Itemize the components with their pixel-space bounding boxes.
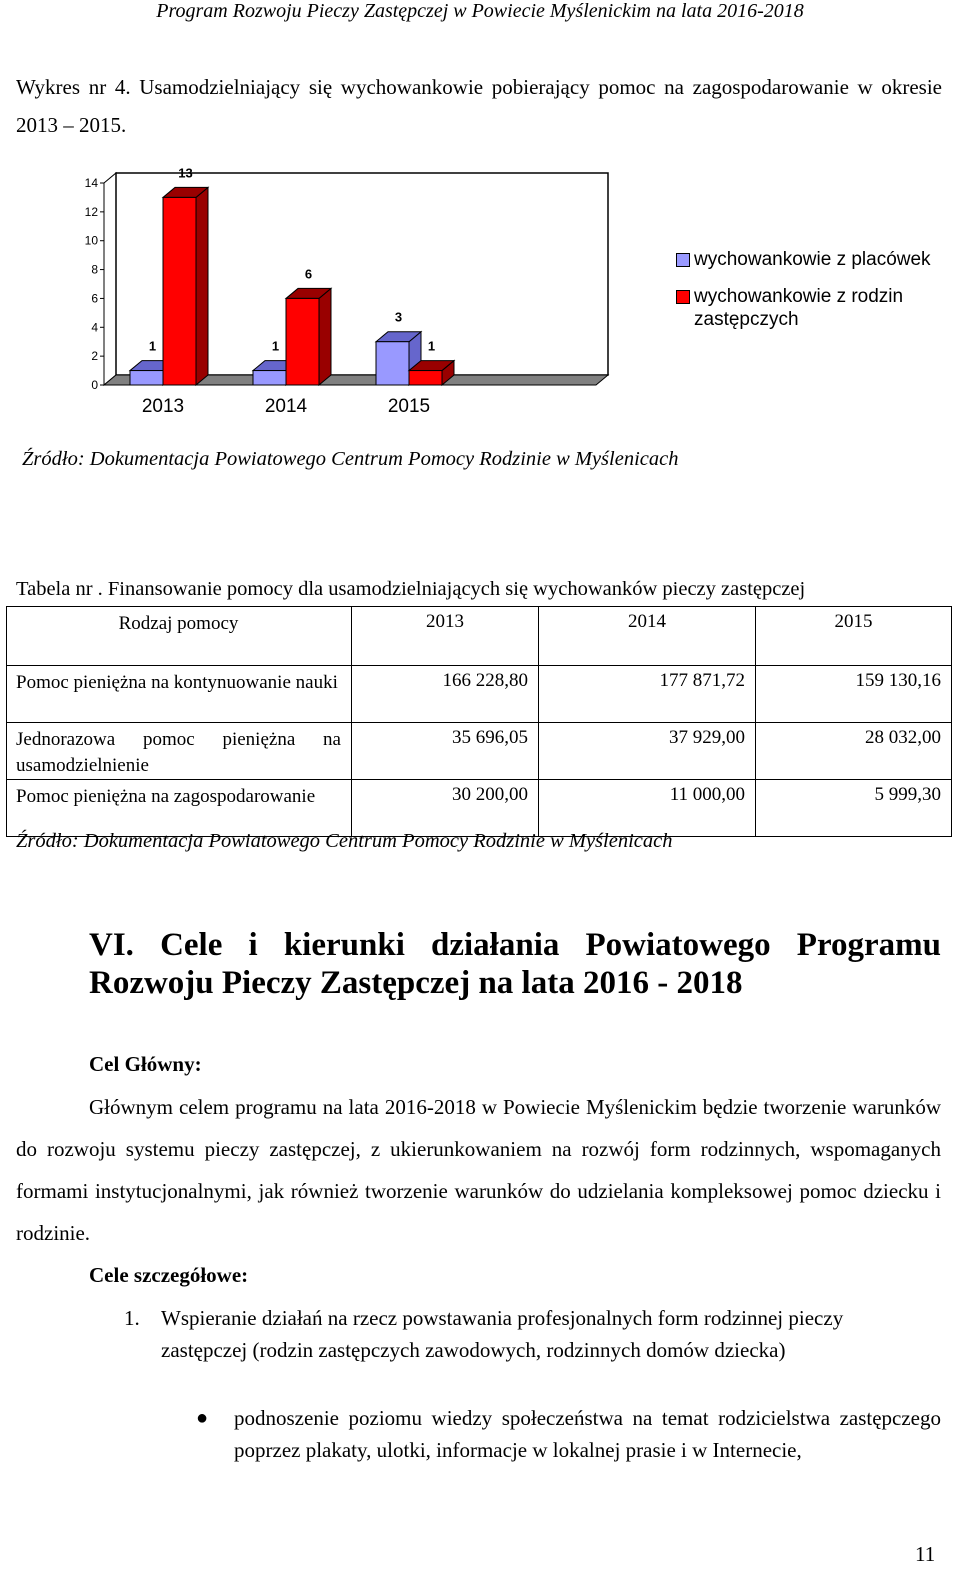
cell-2013: 35 696,05 xyxy=(352,723,539,780)
y-tick-label: 6 xyxy=(91,291,98,306)
y-tick-label: 8 xyxy=(91,262,98,277)
y-tick-label: 4 xyxy=(91,320,98,335)
data-label: 3 xyxy=(394,309,403,325)
legend-item-rodziny xyxy=(676,285,954,331)
bar-placowki-2014 xyxy=(253,371,286,385)
section-title-line2: Rozwoju Pieczy Zastępczej na lata 2016 - 2018 xyxy=(89,965,743,1001)
table-row xyxy=(7,723,952,780)
bar-rodziny-2013 xyxy=(163,197,196,385)
main-goal-heading: Cel Główny: xyxy=(89,1052,202,1076)
y-tick-label: 10 xyxy=(84,233,98,248)
financing-table xyxy=(6,606,952,837)
x-tick-label: 2013 xyxy=(141,396,185,417)
legend-label-rodziny: wychowankowie z rodzin zastępczych xyxy=(694,286,904,330)
row-label: Pomoc pieniężna na zagospodarowanie xyxy=(7,780,352,837)
row-label: Jednorazowa pomoc pieniężna na usamodzielnienie xyxy=(7,723,352,780)
section-title-line1: VI. Cele i kierunki działania Powiatowego Programu xyxy=(89,927,941,963)
data-label: 6 xyxy=(304,266,313,282)
header-cell-2014: 2014 xyxy=(539,607,756,666)
x-tick-label: 2014 xyxy=(264,396,308,417)
legend-swatch-rodziny xyxy=(676,290,690,304)
y-tick-label: 12 xyxy=(84,204,98,219)
data-label: 1 xyxy=(427,338,436,354)
header-cell-2013: 2013 xyxy=(352,607,539,666)
bar-placowki-2015 xyxy=(376,342,409,385)
y-tick-label: 0 xyxy=(91,378,98,392)
bullet-item xyxy=(196,1402,941,1466)
cell-2014: 177 871,72 xyxy=(539,666,756,723)
cell-2015: 159 130,16 xyxy=(756,666,952,723)
y-tick-label: 2 xyxy=(91,349,98,364)
main-goal-text: Głównym celem programu na lata 2016-2018 w Powiecie Myślenickim będzie tworzenie warunków do rozwoju systemu pieczy zastępczej, z ukierunkowaniem na rozwój form rodzinnych, wspomaganych formami instytucjonalnymi, jak również tworzenie warunków do udzielania kompleksowej pomoc dziecku i rodzinie. xyxy=(16,1095,941,1245)
table-title: Tabela nr . Finansowanie pomocy dla usamodzielniających się wychowanków pieczy zastępczej xyxy=(16,578,806,600)
bullet-icon: ● xyxy=(196,1407,209,1429)
cell-2014: 11 000,00 xyxy=(539,780,756,837)
bar-rodziny-2015 xyxy=(409,371,442,385)
bar-rodziny-2014 xyxy=(286,298,319,385)
legend-label-placowki: wychowankowie z placówek xyxy=(694,249,931,270)
data-label: 1 xyxy=(148,338,157,354)
chart-caption: Wykres nr 4. Usamodzielniający się wychowankowie pobierający pomoc na zagospodarowanie w okresie 2013 – 2015. xyxy=(16,75,942,137)
bar-placowki-2013 xyxy=(130,371,163,385)
header-cell-type: Rodzaj pomocy xyxy=(7,607,352,666)
header-cell-2015: 2015 xyxy=(756,607,952,666)
chart-legend xyxy=(676,248,954,345)
bar-rodziny-2014-side xyxy=(319,288,331,385)
row-label: Pomoc pieniężna na kontynuowanie nauki xyxy=(7,666,352,723)
chart-side-wall xyxy=(104,173,116,385)
table-header-row xyxy=(7,607,952,666)
section-title xyxy=(89,926,941,1002)
x-tick-label: 2015 xyxy=(387,396,431,417)
bullet-text: podnoszenie poziomu wiedzy społeczeństwa na temat rodzicielstwa zastępczego poprzez plakaty, ulotki, informacje w lokalnej prasie i w Internecie, xyxy=(234,1406,941,1462)
cell-2013: 166 228,80 xyxy=(352,666,539,723)
detailed-goals-heading: Cele szczegółowe: xyxy=(89,1263,249,1287)
page-header: Program Rozwoju Pieczy Zastępczej w Powiecie Myślenickim na lata 2016-2018 xyxy=(156,0,804,22)
page-number: 11 xyxy=(915,1542,936,1566)
list-item xyxy=(124,1302,894,1366)
data-label: 1 xyxy=(271,338,280,354)
legend-item-placowki xyxy=(676,248,954,271)
list-item-text: Wspieranie działań na rzecz powstawania profesjonalnych form rodzinnej pieczy zastępczej (rodzin zastępczych zawodowych, rodzinnych domów dziecka) xyxy=(161,1306,844,1362)
table-row xyxy=(7,780,952,837)
y-tick-label: 14 xyxy=(84,176,98,190)
table-source: Źródło: Dokumentacja Powiatowego Centrum Pomocy Rodzinie w Myślenicach xyxy=(16,830,673,852)
cell-2013: 30 200,00 xyxy=(352,780,539,837)
data-label: 13 xyxy=(178,165,193,181)
list-item-number: 1. xyxy=(124,1306,140,1330)
legend-swatch-placowki xyxy=(676,253,690,267)
cell-2015: 5 999,30 xyxy=(756,780,952,837)
cell-2015: 28 032,00 xyxy=(756,723,952,780)
table-row xyxy=(7,666,952,723)
cell-2014: 37 929,00 xyxy=(539,723,756,780)
bar-rodziny-2013-side xyxy=(196,187,208,385)
chart-source: Źródło: Dokumentacja Powiatowego Centrum Pomocy Rodzinie w Myślenicach xyxy=(22,448,679,470)
